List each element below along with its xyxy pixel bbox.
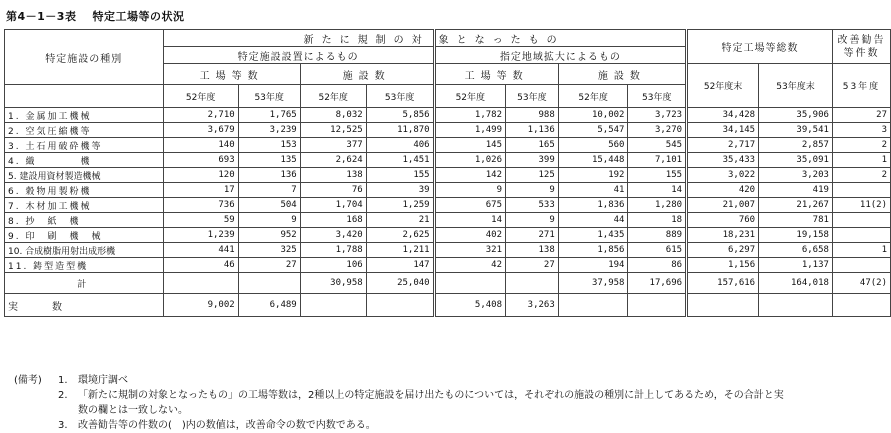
factories-header-a: 工場等数 [163,64,300,85]
table-cell: 3 [832,123,890,138]
table-cell: 194 [558,258,628,273]
table-cell: 17 [163,183,238,198]
table-cell: 3,723 [628,108,687,123]
note-number: 3. [58,420,68,431]
table-row [5,198,891,213]
table-title [6,8,200,24]
facility-type-label: 2. 空気圧縮機等 [5,123,164,138]
table-cell: 86 [628,258,687,273]
expansion-header: 指定地域拡大によるもの [434,47,686,64]
table-cell: 21 [366,213,434,228]
table-cell: 3,239 [238,123,300,138]
table-cell: 12,525 [300,123,366,138]
facility-type-label: 10. 合成樹脂用射出成形機 [5,243,164,258]
table-cell: 781 [759,213,833,228]
table-row [5,123,891,138]
table-cell: 44 [558,213,628,228]
table-cell: 1,137 [759,258,833,273]
table-cell: 6,658 [759,243,833,258]
table-cell: 1,026 [434,153,505,168]
total-cell: 164,018 [759,273,833,294]
table-cell: 736 [163,198,238,213]
table-row [5,183,891,198]
table-cell: 3,270 [628,123,687,138]
table-cell: 1,765 [238,108,300,123]
table-cell: 18 [628,213,687,228]
total-cell [506,273,559,294]
table-cell: 1 [832,153,890,168]
total-cell [434,273,505,294]
actual-cell [759,294,833,317]
table-cell: 271 [506,228,559,243]
table-cell: 377 [300,138,366,153]
year-52-header: 52年度 [300,85,366,108]
facilities-header-b: 施設数 [558,64,686,85]
table-cell: 420 [687,183,759,198]
table-cell: 406 [366,138,434,153]
table-row [5,258,891,273]
table-cell: 3,420 [300,228,366,243]
table-cell: 1 [832,243,890,258]
table-cell: 1,836 [558,198,628,213]
table-cell: 27 [506,258,559,273]
improvement-header: 改善勧告等件数 [832,30,890,64]
total-cell: 157,616 [687,273,759,294]
table-cell: 5,856 [366,108,434,123]
actual-cell: 3,263 [506,294,559,317]
facility-type-label: 1. 金属加工機械 [5,108,164,123]
table-cell: 9 [506,183,559,198]
table-cell: 135 [238,153,300,168]
table-cell: 1,782 [434,108,505,123]
table-cell: 560 [558,138,628,153]
note-3: 改善勧告等の件数の( )内の数値は，改善命令の数で内数である。 [78,420,376,431]
factory-status-table [4,29,891,317]
table-cell: 120 [163,168,238,183]
data-body [5,108,891,273]
table-cell: 8,032 [300,108,366,123]
table-cell: 533 [506,198,559,213]
table-cell: 889 [628,228,687,243]
note-2b: 数の欄とは一致しない。 [78,405,188,416]
table-cell: 59 [163,213,238,228]
table-cell: 5,547 [558,123,628,138]
table-number: 第4－1－3表 [6,10,77,23]
table-cell: 39,541 [759,123,833,138]
total-factories-header: 特定工場等総数 [687,30,833,64]
table-cell: 11,870 [366,123,434,138]
table-cell: 419 [759,183,833,198]
table-cell: 402 [434,228,505,243]
table-cell [832,183,890,198]
year-53-header: 53年度 [238,85,300,108]
table-cell: 136 [238,168,300,183]
facility-type-label: 3. 土石用破砕機等 [5,138,164,153]
table-cell: 192 [558,168,628,183]
table-cell [832,228,890,243]
table-cell: 1,451 [366,153,434,168]
table-cell: 2 [832,138,890,153]
total-row [5,273,891,294]
table-cell: 615 [628,243,687,258]
facility-type-label: 4. 織 機 [5,153,164,168]
table-cell: 155 [628,168,687,183]
table-cell: 35,906 [759,108,833,123]
table-cell: 147 [366,258,434,273]
table-cell: 14 [628,183,687,198]
table-cell: 15,448 [558,153,628,168]
actual-cell [300,294,366,317]
total-cell: 47(2) [832,273,890,294]
note-number: 1. [58,375,68,386]
year-53-end-header: 53年度末 [759,64,833,108]
table-cell: 138 [506,243,559,258]
table-cell: 9 [238,213,300,228]
table-cell: 21,267 [759,198,833,213]
table-cell: 165 [506,138,559,153]
table-row [5,213,891,228]
table-cell: 7,101 [628,153,687,168]
year-52-header: 52年度 [558,85,628,108]
actual-cell [687,294,759,317]
new-regulation-header-a: 新たに規制の対 [163,30,434,47]
table-row [5,138,891,153]
table-cell: 3,203 [759,168,833,183]
total-cell: 17,696 [628,273,687,294]
actual-label: 実 数 [5,294,164,317]
facility-type-label: 6. 穀物用製粉機 [5,183,164,198]
table-cell: 41 [558,183,628,198]
facility-type-label: 8. 抄 紙 機 [5,213,164,228]
table-cell: 11(2) [832,198,890,213]
facility-type-label: 9. 印 刷 機 械 [5,228,164,243]
actual-cell: 6,489 [238,294,300,317]
table-row [5,228,891,243]
table-cell: 2,624 [300,153,366,168]
total-cell: 25,040 [366,273,434,294]
table-row [5,243,891,258]
table-cell: 1,239 [163,228,238,243]
table-cell: 2,717 [687,138,759,153]
year-53-header: 53年度 [506,85,559,108]
actual-cell [558,294,628,317]
notes [14,373,784,433]
facilities-header-a: 施設数 [300,64,434,85]
total-cell: 30,958 [300,273,366,294]
table-cell: 46 [163,258,238,273]
table-cell: 1,435 [558,228,628,243]
table-cell: 399 [506,153,559,168]
table-row [5,168,891,183]
table-cell: 1,280 [628,198,687,213]
year-52-header: 52年度 [163,85,238,108]
table-cell: 321 [434,243,505,258]
table-cell: 18,231 [687,228,759,243]
actual-row [5,294,891,317]
year-52-header: 52年度 [434,85,505,108]
table-cell: 35,433 [687,153,759,168]
table-cell: 545 [628,138,687,153]
table-cell: 9 [434,183,505,198]
facility-type-label: 5. 建設用資材製造機械 [5,168,164,183]
table-cell: 988 [506,108,559,123]
table-cell: 693 [163,153,238,168]
table-cell: 952 [238,228,300,243]
actual-cell [832,294,890,317]
table-cell: 7 [238,183,300,198]
table-cell: 19,158 [759,228,833,243]
table-cell: 504 [238,198,300,213]
table-cell: 325 [238,243,300,258]
table-cell: 3,679 [163,123,238,138]
table-cell: 441 [163,243,238,258]
factories-header-b: 工場等数 [434,64,558,85]
table-cell: 1,856 [558,243,628,258]
table-cell: 142 [434,168,505,183]
table-cell: 3,022 [687,168,759,183]
table-cell: 1,704 [300,198,366,213]
table-cell: 1,211 [366,243,434,258]
table-cell: 145 [434,138,505,153]
actual-cell [628,294,687,317]
year-53-header: 53年度 [366,85,434,108]
table-cell: 2,710 [163,108,238,123]
year-52-end-header: 52年度末 [687,64,759,108]
table-cell: 1,499 [434,123,505,138]
table-cell: 39 [366,183,434,198]
note-number: 2. [58,390,68,401]
actual-cell [366,294,434,317]
facility-type-label: 7. 木材加工機械 [5,198,164,213]
table-cell: 34,428 [687,108,759,123]
table-cell: 42 [434,258,505,273]
improvement-year-header: 53年度 [832,64,890,108]
new-regulation-header-b: 象となったもの [434,30,686,47]
facility-type-label: 11. 鋳型造型機 [5,258,164,273]
table-cell: 10,002 [558,108,628,123]
table-cell: 2,625 [366,228,434,243]
table-cell: 1,156 [687,258,759,273]
table-title-text: 特定工場等の状況 [92,10,185,23]
table-cell: 27 [832,108,890,123]
table-cell: 35,091 [759,153,833,168]
total-cell: 37,958 [558,273,628,294]
table-cell [832,213,890,228]
table-cell: 6,297 [687,243,759,258]
table-row [5,153,891,168]
table-cell [832,258,890,273]
table-cell: 1,259 [366,198,434,213]
table-cell: 153 [238,138,300,153]
installation-header: 特定施設設置によるもの [163,47,434,64]
notes-label: (備考) [14,375,42,386]
table-cell: 106 [300,258,366,273]
actual-cell: 5,408 [434,294,505,317]
table-row [5,108,891,123]
table-cell: 140 [163,138,238,153]
table-cell: 760 [687,213,759,228]
note-1: 環境庁調べ [78,375,128,386]
table-cell: 27 [238,258,300,273]
year-53-header: 53年度 [628,85,687,108]
table-cell: 2 [832,168,890,183]
table-cell: 34,145 [687,123,759,138]
table-cell: 1,788 [300,243,366,258]
actual-cell: 9,002 [163,294,238,317]
row-label-header: 特定施設の種別 [5,30,164,85]
table-cell: 2,857 [759,138,833,153]
table-cell: 125 [506,168,559,183]
table-cell: 675 [434,198,505,213]
table-cell: 14 [434,213,505,228]
table-cell: 155 [366,168,434,183]
note-2a: 「新たに規制の対象となったもの」の工場等数は，2種以上の特定施設を届け出たものについては，それぞれの施設の種別に計上してあるため，その合計と実 [78,390,784,401]
total-cell [238,273,300,294]
table-cell: 9 [506,213,559,228]
table-cell: 138 [300,168,366,183]
table-cell: 21,007 [687,198,759,213]
table-cell: 168 [300,213,366,228]
table-cell: 76 [300,183,366,198]
total-cell [163,273,238,294]
table-cell: 1,136 [506,123,559,138]
total-label: 計 [5,273,164,294]
row-label-spacer [5,85,164,108]
